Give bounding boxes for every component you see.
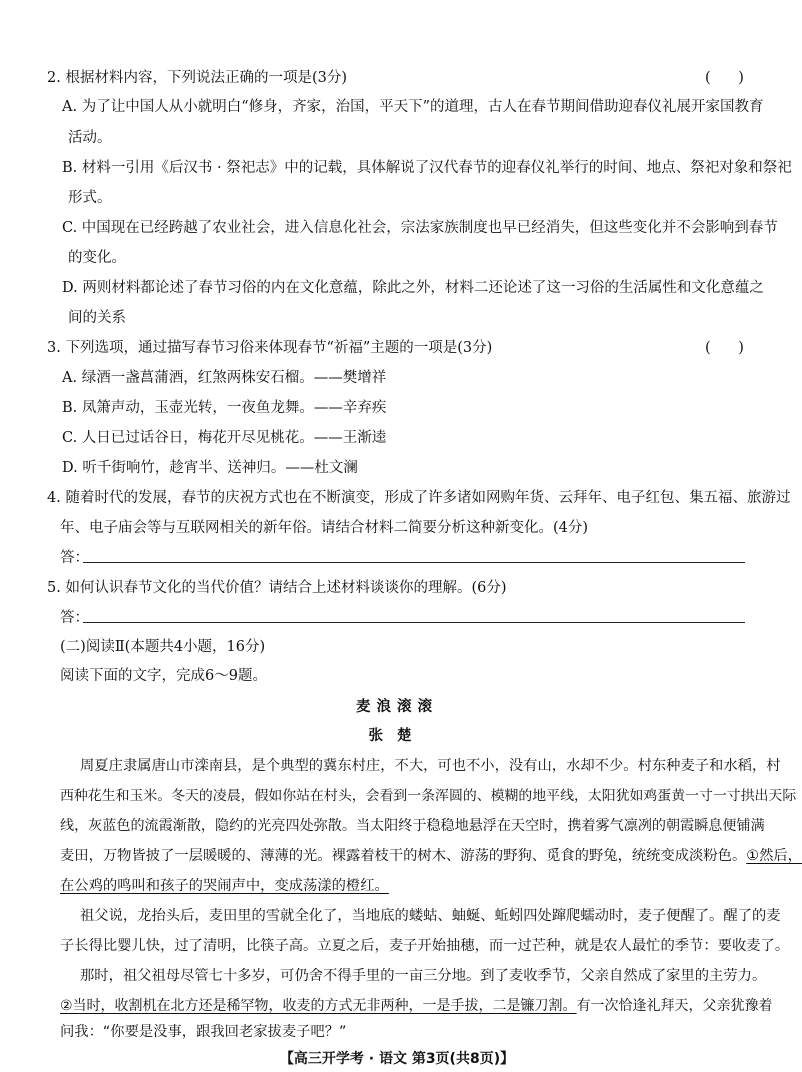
q2-option-c: C. 中国现在已经跨越了农业社会，进入信息化社会，宗法家族制度也早已经消失，但这些变化并不会影响到春节 [62, 220, 778, 236]
story-paragraph-3: 那时，祖父祖母尽管七十多岁，可仍舍不得手里的一亩三分地。到了麦收季节，父亲自然成了家里的主劳力。 [80, 968, 767, 984]
section-instruction: 阅读下面的文字，完成6～9题。 [60, 668, 267, 684]
q2-option-c-cont: 的变化。 [68, 250, 126, 266]
q2-option-b: B. 材料一引用《后汉书 · 祭祀志》中的记载，具体解说了汉代春节的迎春仪礼举行的时间、地点、祭祀对象和祭祀 [62, 160, 792, 176]
q4-stem: 4. 随着时代的发展，春节的庆祝方式也在不断演变，形成了许多诸如网购年货、云拜年、电子红包、集五福、旅游过 [47, 490, 791, 506]
story-paragraph-2-line-2: 子长得比婴儿快，过了清明，比筷子高。立夏之后，麦子开始抽穗，而一过芒种，就是农人最忙的季节：要收麦了。 [60, 938, 790, 954]
q3-stem: 3. 下列选项，通过描写春节习俗来体现春节“祈福”主题的一项是(3分) [47, 340, 493, 356]
q2-stem: 2. 根据材料内容，下列说法正确的一项是(3分) [47, 70, 347, 86]
q5-stem: 5. 如何认识春节文化的当代价值？请结合上述材料谈谈你的理解。(6分) [47, 580, 507, 596]
q3-option-b: B. 凤箫声动，玉壶光转，一夜鱼龙舞。——辛弃疾 [62, 400, 387, 416]
q5-answer-label: 答： [60, 610, 89, 626]
q2-answer-bracket[interactable]: ( ) [705, 70, 744, 86]
story-paragraph-2: 祖父说，龙抬头后，麦田里的雪就全化了，当地底的蝼蛄、蚰蜒、蚯蚓四处蹿爬蠕动时，麦子便醒了。醒了的麦 [80, 908, 781, 924]
underlined-sentence-1-cont: 在公鸡的鸣叫和孩子的哭闹声中，变成荡漾的橙红。 [60, 878, 389, 894]
story-title: 麦浪滚滚 [356, 698, 438, 715]
story-paragraph-3-line-2 [60, 996, 773, 1016]
q4-answer-line[interactable] [83, 562, 745, 563]
q2-option-d-cont: 间的关系 [68, 310, 126, 326]
story-paragraph-1-line-2: 西种花生和玉米。冬天的凌晨，假如你站在村头，会看到一条浑圆的、模糊的地平线，太阳犹如鸡蛋黄一寸一寸拱出天际 [60, 788, 797, 804]
story-text: 麦田，万物皆披了一层暖暖的、薄薄的光。裸露着枝干的树木、游荡的野狗、觅食的野兔，统统变成淡粉色。 [60, 848, 747, 864]
story-text: 有一次恰逢礼拜天，父亲犹豫着 [576, 998, 773, 1014]
story-author: 张楚 [368, 727, 426, 744]
q3-answer-bracket[interactable]: ( ) [705, 340, 744, 356]
q3-option-a: A. 绿酒一盏菖蒲酒，红煞两株安石榴。——樊增祥 [62, 370, 387, 386]
q4-stem-cont: 年、电子庙会等与互联网相关的新年俗。请结合材料二简要分析这种新变化。(4分) [60, 520, 589, 536]
section-heading: (二)阅读Ⅱ(本题共4小题，16分) [60, 639, 266, 655]
underlined-sentence-2: ②当时，收割机在北方还是稀罕物，收麦的方式无非两种，一是手拔，二是镰刀割。 [60, 998, 577, 1014]
page-footer: 【高三开学考 · 语文 第3页(共8页)】 [279, 1051, 515, 1067]
q2-option-a: A. 为了让中国人从小就明白“修身，齐家，治国，平天下”的道理，古人在春节期间借助迎春仪礼展开家国教育 [62, 99, 764, 115]
q3-option-c: C. 人日已过话谷日，梅花开尽见桃花。——王渐逵 [62, 430, 387, 446]
story-paragraph-1: 周夏庄隶属唐山市滦南县，是个典型的冀东村庄，不大，可也不小，没有山，水却不少。村东种麦子和水稻，村 [80, 758, 781, 774]
q3-option-d: D. 听千街响竹，趁宵半、送神归。——杜文澜 [62, 460, 358, 476]
q2-option-b-cont: 形式。 [68, 190, 112, 206]
story-paragraph-1-line-4 [60, 846, 802, 866]
story-paragraph-3-line-3: 问我：“你要是没事，跟我回老家拔麦子吧？” [60, 1024, 347, 1040]
q5-answer-line[interactable] [83, 622, 745, 623]
underlined-sentence-1: ①然后， [746, 848, 802, 864]
q2-option-a-cont: 活动。 [68, 130, 112, 146]
story-paragraph-1-line-3: 线，灰蓝色的流霞渐散，隐约的光亮四处弥散。当太阳终于稳稳地悬浮在天空时，携着雾气凛冽的朝霞瞬息便铺满 [60, 818, 765, 834]
q2-option-d: D. 两则材料都论述了春节习俗的内在文化意蕴，除此之外，材料二还论述了这一习俗的生活属性和文化意蕴之 [62, 280, 764, 296]
q4-answer-label: 答： [60, 550, 89, 566]
